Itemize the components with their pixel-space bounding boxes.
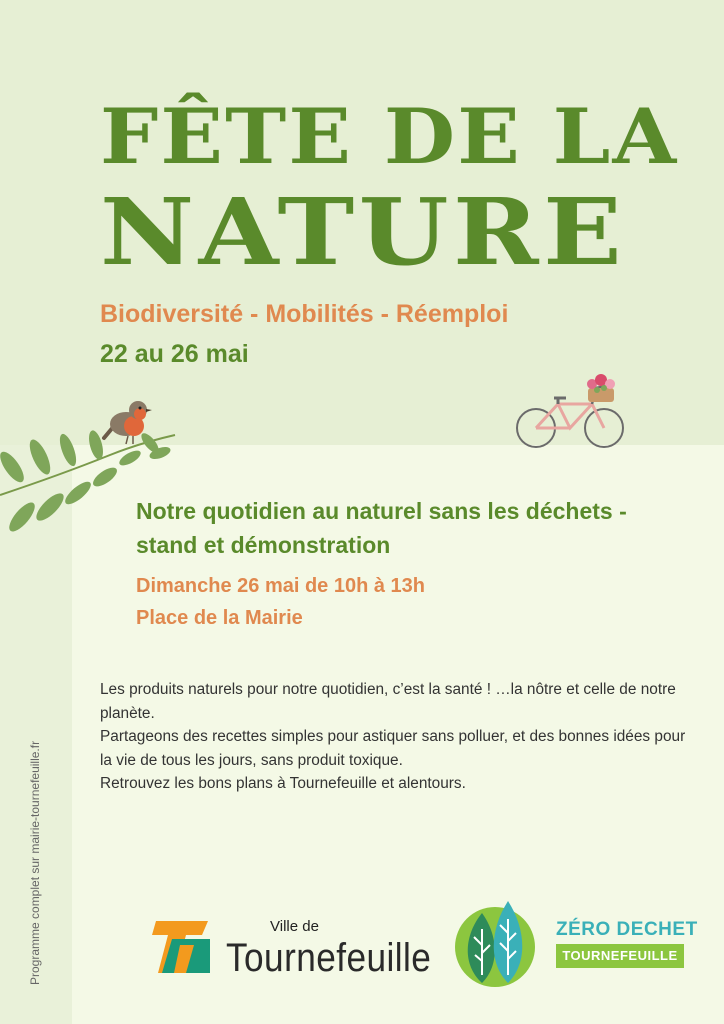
program-link-note: Programme complet sur mairie-tournefeuille.fr — [28, 740, 42, 985]
poster-title-line-1: FÊTE DE LA — [100, 92, 679, 181]
town-logo-label: Ville de — [270, 918, 319, 935]
description-paragraph: Partageons des recettes simples pour astiquer sans polluer, et des bonnes idées pour la vie de tous les jours, sans produit toxique. — [100, 728, 686, 769]
description-paragraph: Les produits naturels pour notre quotidien, c’est la santé ! …la nôtre et celle de notre planète. — [100, 681, 676, 722]
event-date-time: Dimanche 26 mai de 10h à 13h — [136, 575, 426, 597]
festival-dates: 22 au 26 mai — [100, 340, 249, 368]
tournefeuille-t-logo-icon — [150, 915, 214, 979]
robin-bird-icon — [100, 396, 152, 446]
description-paragraph: Retrouvez les bons plans à Tournefeuille et alentours. — [100, 775, 466, 792]
event-location: Place de la Mairie — [136, 607, 303, 629]
event-title: Notre quotidien au naturel sans les déchets - stand et démonstration — [136, 498, 627, 558]
trees-circle-logo-icon — [448, 895, 542, 989]
themes-subtitle: Biodiversité - Mobilités - Réemploi — [100, 300, 509, 328]
event-description — [100, 678, 700, 796]
poster-title-line-2: NATURE — [100, 178, 627, 286]
bicycle-with-flowers-icon — [512, 370, 630, 452]
zero-dechet-subtitle: TOURNEFEUILLE — [556, 944, 684, 968]
town-logo-name: Tournefeuille — [226, 936, 432, 980]
zero-dechet-title: ZÉRO DECHET — [556, 919, 698, 940]
